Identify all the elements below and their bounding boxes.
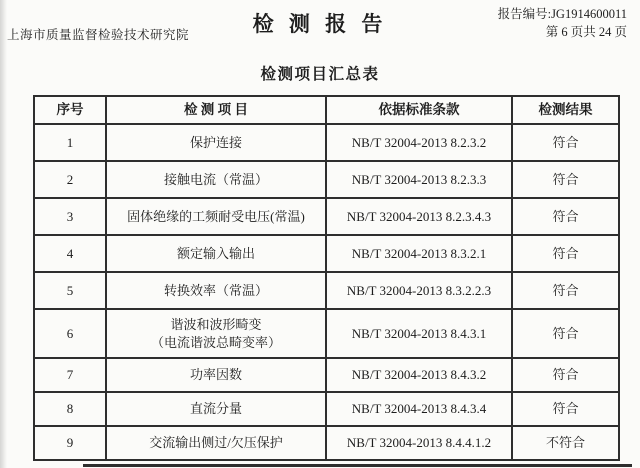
table-row — [34, 426, 619, 460]
col-header-result: 检测结果 — [512, 96, 619, 124]
cell-standard: NB/T 32004-2013 8.3.2.2.3 — [326, 272, 512, 309]
cell-standard: NB/T 32004-2013 8.2.3.4.3 — [326, 198, 512, 235]
summary-table-body — [34, 124, 619, 460]
cell-no: 2 — [34, 161, 106, 198]
cell-no: 7 — [34, 358, 106, 392]
cell-no: 4 — [34, 235, 106, 272]
cell-standard: NB/T 32004-2013 8.4.3.2 — [326, 358, 512, 392]
cell-item: 固体绝缘的工频耐受电压(常温) — [106, 198, 326, 235]
cell-result: 不符合 — [512, 426, 619, 460]
report-number: 报告编号:JG1914600011 — [497, 7, 627, 21]
cell-item: 转换效率（常温） — [106, 272, 326, 309]
cell-item: 直流分量 — [106, 392, 326, 426]
cell-standard: NB/T 32004-2013 8.4.3.1 — [326, 309, 512, 358]
table-row — [34, 309, 619, 358]
col-header-item: 检 测 项 目 — [106, 96, 326, 124]
col-header-standard: 依据标准条款 — [326, 96, 512, 124]
cell-no: 9 — [34, 426, 106, 460]
cell-item: 保护连接 — [106, 124, 326, 161]
summary-table — [33, 95, 620, 461]
report-title: 检 测 报 告 — [252, 12, 388, 36]
cell-no: 3 — [34, 198, 106, 235]
cell-item: 接触电流（常温） — [106, 161, 326, 198]
table-row — [34, 124, 619, 161]
col-header-no: 序号 — [34, 96, 106, 124]
cell-result: 符合 — [512, 235, 619, 272]
cell-result: 符合 — [512, 161, 619, 198]
cell-item: 交流输出侧过/欠压保护 — [106, 426, 326, 460]
header-row — [34, 96, 619, 124]
table-row — [34, 235, 619, 272]
summary-table-title: 检测项目汇总表 — [260, 66, 380, 83]
summary-table-head — [34, 96, 619, 124]
cell-no: 1 — [34, 124, 106, 161]
next-section-top-border — [83, 464, 632, 467]
cell-result: 符合 — [512, 124, 619, 161]
cell-no: 5 — [34, 272, 106, 309]
table-row — [34, 358, 619, 392]
cell-result: 符合 — [512, 392, 619, 426]
organization-name: 上海市质量监督检验技术研究院 — [7, 28, 190, 42]
table-row — [34, 392, 619, 426]
cell-no: 8 — [34, 392, 106, 426]
cell-standard: NB/T 32004-2013 8.2.3.2 — [326, 124, 512, 161]
cell-item: 谐波和波形畸变 （电流谐波总畸变率） — [106, 309, 326, 358]
cell-result: 符合 — [512, 198, 619, 235]
cell-standard: NB/T 32004-2013 8.4.4.1.2 — [326, 426, 512, 460]
table-row — [34, 161, 619, 198]
cell-standard: NB/T 32004-2013 8.4.3.4 — [326, 392, 512, 426]
report-meta — [498, 5, 627, 41]
table-row — [34, 198, 619, 235]
cell-item: 功率因数 — [106, 358, 326, 392]
table-row — [34, 272, 619, 309]
cell-result: 符合 — [512, 272, 619, 309]
cell-no: 6 — [34, 309, 106, 358]
cell-standard: NB/T 32004-2013 8.3.2.1 — [326, 235, 512, 272]
cell-standard: NB/T 32004-2013 8.2.3.3 — [326, 161, 512, 198]
cell-item: 额定输入输出 — [106, 235, 326, 272]
cell-result: 符合 — [512, 358, 619, 392]
cell-result: 符合 — [512, 309, 619, 358]
page-number-info: 第 6 页共 24 页 — [545, 25, 627, 40]
